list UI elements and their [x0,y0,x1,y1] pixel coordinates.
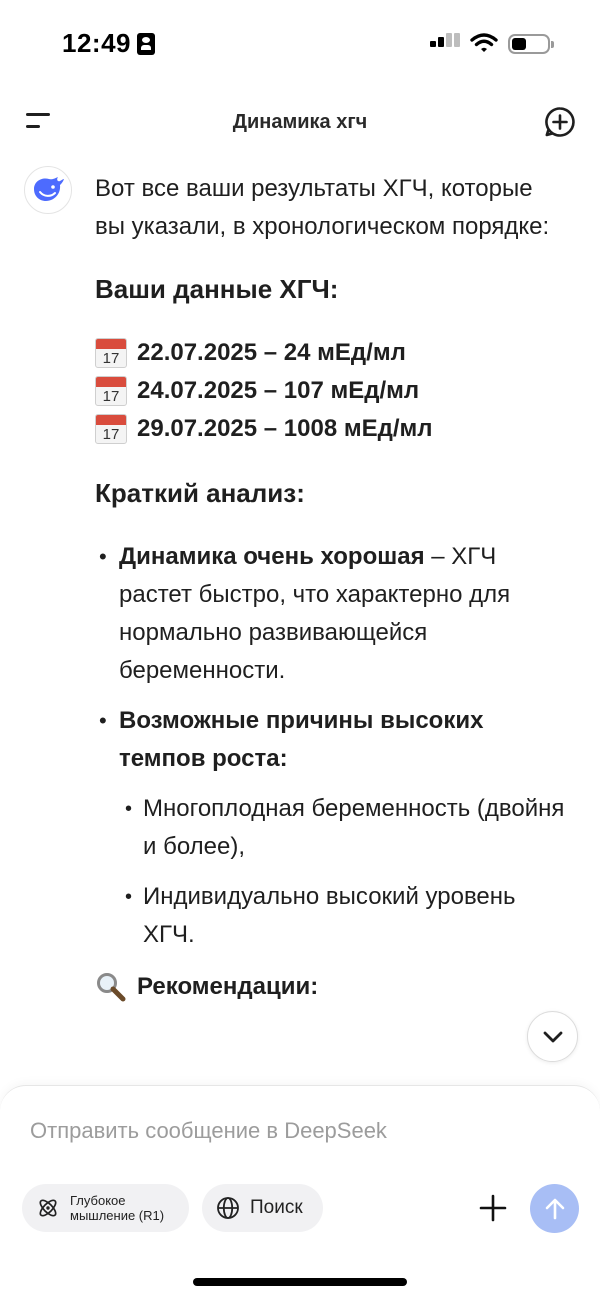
analysis-list [95,538,565,954]
globe-icon [216,1196,240,1220]
chat-title: Динамика хгч [232,111,368,133]
hcg-result-text: 24.07.2025 – 107 мЕд/мл [137,377,420,404]
send-button[interactable] [530,1184,579,1233]
new-chat-icon[interactable] [544,106,576,138]
hcg-result-item [95,334,565,372]
hcg-results-list [95,334,565,448]
analysis-heading: Краткий анализ: [95,478,305,508]
atom-icon [36,1196,60,1220]
search-label: Поиск [250,1197,303,1218]
hcg-result-text: 29.07.2025 – 1008 мЕд/мл [137,415,433,442]
arrow-up-icon [544,1197,566,1221]
status-bar [0,0,600,90]
deep-thinking-label: Глубокое мышление (R1) [70,1193,165,1223]
bullet-text: – ХГЧ растет быстро, что характерно для нормально развивающейся беременности. [119,543,511,684]
status-time: 12:49 [62,28,131,58]
list-item: • Индивидуально высокий уровень ХГЧ. [119,878,565,954]
hcg-result-item [95,372,565,410]
app-header [0,95,600,151]
home-indicator [193,1278,407,1286]
assistant-message [95,170,565,1006]
deep-thinking-toggle[interactable] [22,1184,189,1232]
recommendations-heading: Рекомендации: [137,973,319,1000]
hcg-result-text: 22.07.2025 – 24 мЕд/мл [137,339,406,366]
battery-icon [508,34,550,54]
recommendations-heading-row [95,968,565,1006]
list-item [95,702,565,954]
search-toggle[interactable] [202,1184,323,1232]
cellular-signal-icon [430,33,462,53]
message-composer [0,1085,600,1300]
magnifier-icon [95,972,127,1002]
calendar-icon: 17 [95,338,127,368]
message-input[interactable] [30,1114,550,1148]
deepseek-whale-icon [25,167,71,213]
message-intro: Вот все ваши результаты ХГЧ, которые вы указали, в хронологическом порядке: [95,175,550,240]
chevron-down-icon [542,1030,564,1044]
calendar-icon: 17 [95,414,127,444]
scroll-down-button[interactable] [527,1011,578,1062]
list-item: • Многоплодная беременность (двойня и более), [119,790,565,866]
calendar-icon: 17 [95,376,127,406]
bullet-bold-text: Динамика очень хорошая [119,543,425,570]
data-heading: Ваши данные ХГЧ: [95,274,339,304]
list-item [95,538,565,690]
causes-list [119,790,565,954]
wifi-icon [470,32,498,54]
id-card-icon [137,33,155,55]
bullet-bold-text: Возможные причины высоких темпов роста: [119,707,484,772]
plus-icon[interactable] [478,1193,508,1223]
hcg-result-item [95,410,565,448]
assistant-avatar [24,166,72,214]
